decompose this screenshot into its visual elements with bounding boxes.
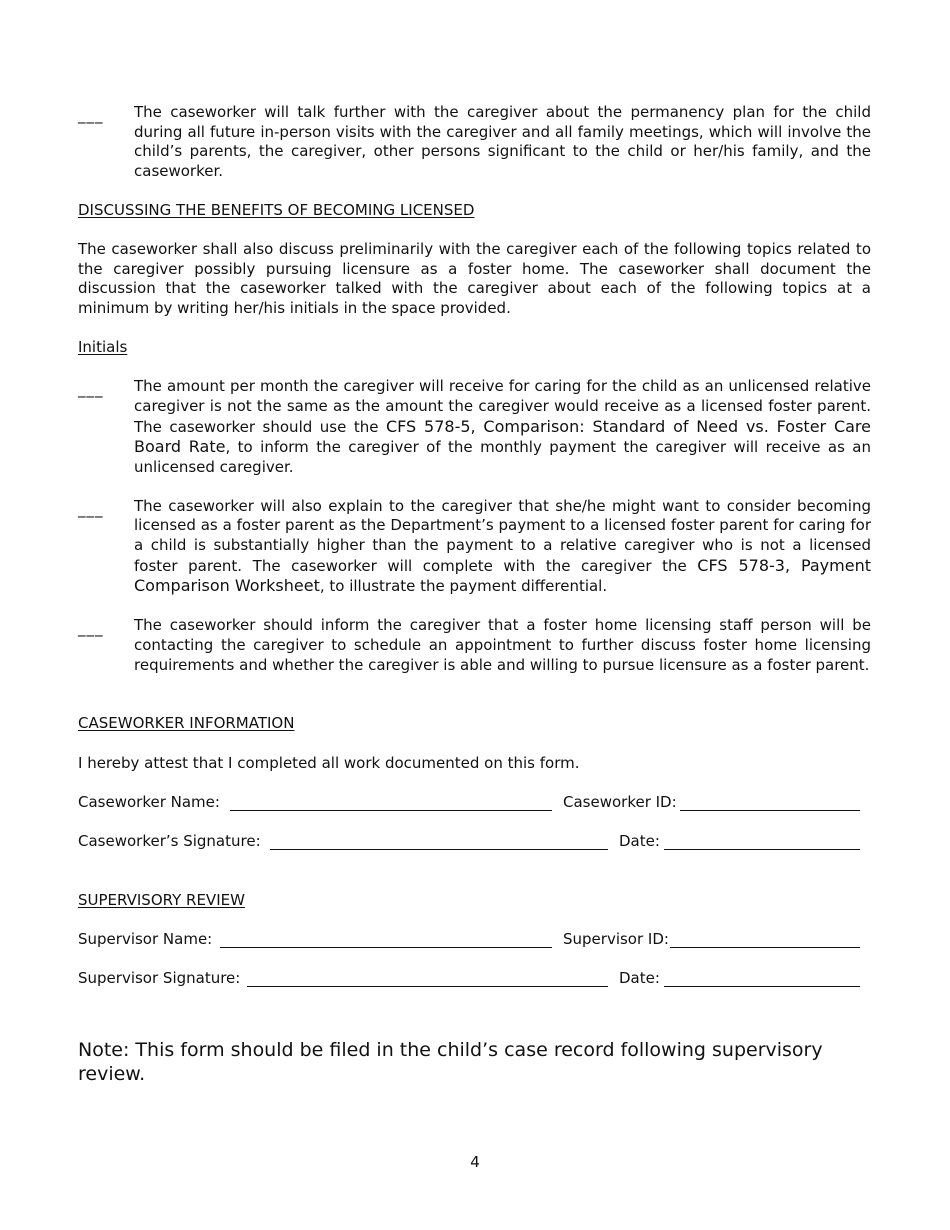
form-reference: CFS 578-5, Comparison: Standard of Need vs. Foster Care Board Rate [134,416,871,457]
supervisor-name-field[interactable] [220,947,552,948]
benefit-item-text: The caseworker will also explain to the caregiver that she/he might want to consider becoming licensed as a foster parent as the Department’s payment to a licensed foster parent for caring for a child is substantially higher than the payment to a relative caregiver who is not a licensed foster parent. The caseworker will complete with the caregiver the [134,496,871,575]
benefit-item-licensing-contact [78,616,871,675]
initials-blank[interactable]: ___ [78,619,104,638]
supervisor-signature-label: Supervisor Signature: [78,969,241,988]
benefit-item-text: , to illustrate the payment differential. [319,577,608,596]
initials-heading: Initials [78,338,128,357]
supervisor-name-label: Supervisor Name: [78,929,213,948]
supervisor-date-label: Date: [619,969,660,988]
benefit-item-text: The amount per month the caregiver will receive for caring for the child as an unlicensed relative caregiver is not the same as the amount the caregiver would receive as a licensed foster parent. The caseworker should use the [134,377,871,436]
benefits-heading: DISCUSSING THE BENEFITS OF BECOMING LICENSED [78,200,475,219]
supervisory-heading: SUPERVISORY REVIEW [78,890,245,909]
permanency-item [78,103,871,181]
caseworker-id-label: Caseworker ID: [563,792,677,811]
page-number: 4 [470,1153,480,1171]
supervisor-signature-field[interactable] [247,986,608,987]
caseworker-heading: CASEWORKER INFORMATION [78,714,295,733]
caseworker-id-field[interactable] [680,810,860,811]
caseworker-signature-label: Caseworker’s Signature: [78,831,261,850]
caseworker-name-row [78,793,871,813]
initials-blank[interactable]: ___ [78,106,104,124]
supervisor-signature-row [78,969,871,989]
form-reference: CFS 578-3, Payment Comparison Worksheet [134,555,871,596]
caseworker-signature-field[interactable] [270,849,608,850]
benefits-intro: The caseworker shall also discuss preliminarily with the caregiver each of the following topics related to the caregiver possibly pursuing licensure as a foster home. The caseworker shall document the discussion that the caseworker talked with the caregiver about each of the following topics at a minimum by writing her/his initials in the space provided. [78,240,871,317]
benefit-item-text: The caseworker should inform the caregiver that a foster home licensing staff person will be contacting the caregiver to schedule an appointment to further discuss foster home licensing requirements and whether the caregiver is able and willing to pursue licensure as a foster parent. [134,616,871,674]
benefit-item-payment-amount [78,377,871,477]
benefit-item-text: , to inform the caregiver of the monthly payment the caregiver will receive as an unlicensed caregiver. [134,438,872,476]
supervisor-id-field[interactable] [670,947,860,948]
supervisor-id-label: Supervisor ID: [563,929,669,948]
form-page [78,103,871,1086]
caseworker-signature-row [78,832,871,852]
caseworker-date-label: Date: [619,831,660,850]
supervisor-date-field[interactable] [664,986,860,987]
initials-blank[interactable]: ___ [78,380,104,399]
benefit-item-licensing-payment [78,497,871,597]
supervisor-name-row [78,930,871,950]
caseworker-name-label: Caseworker Name: [78,792,220,811]
caseworker-name-field[interactable] [230,810,552,811]
filing-note: Note: This form should be filed in the child’s case record following supervisory review. [78,1039,823,1086]
attest-statement: I hereby attest that I completed all work documented on this form. [78,753,580,772]
initials-blank[interactable]: ___ [78,499,104,518]
permanency-text: The caseworker will talk further with the caregiver about the permanency plan for the child during all future in-person visits with the caregiver and all family meetings, which will involve the child’s parents, the caregiver, other persons significant to the child or her/his family, and the caseworker. [134,103,871,180]
caseworker-date-field[interactable] [664,849,860,850]
